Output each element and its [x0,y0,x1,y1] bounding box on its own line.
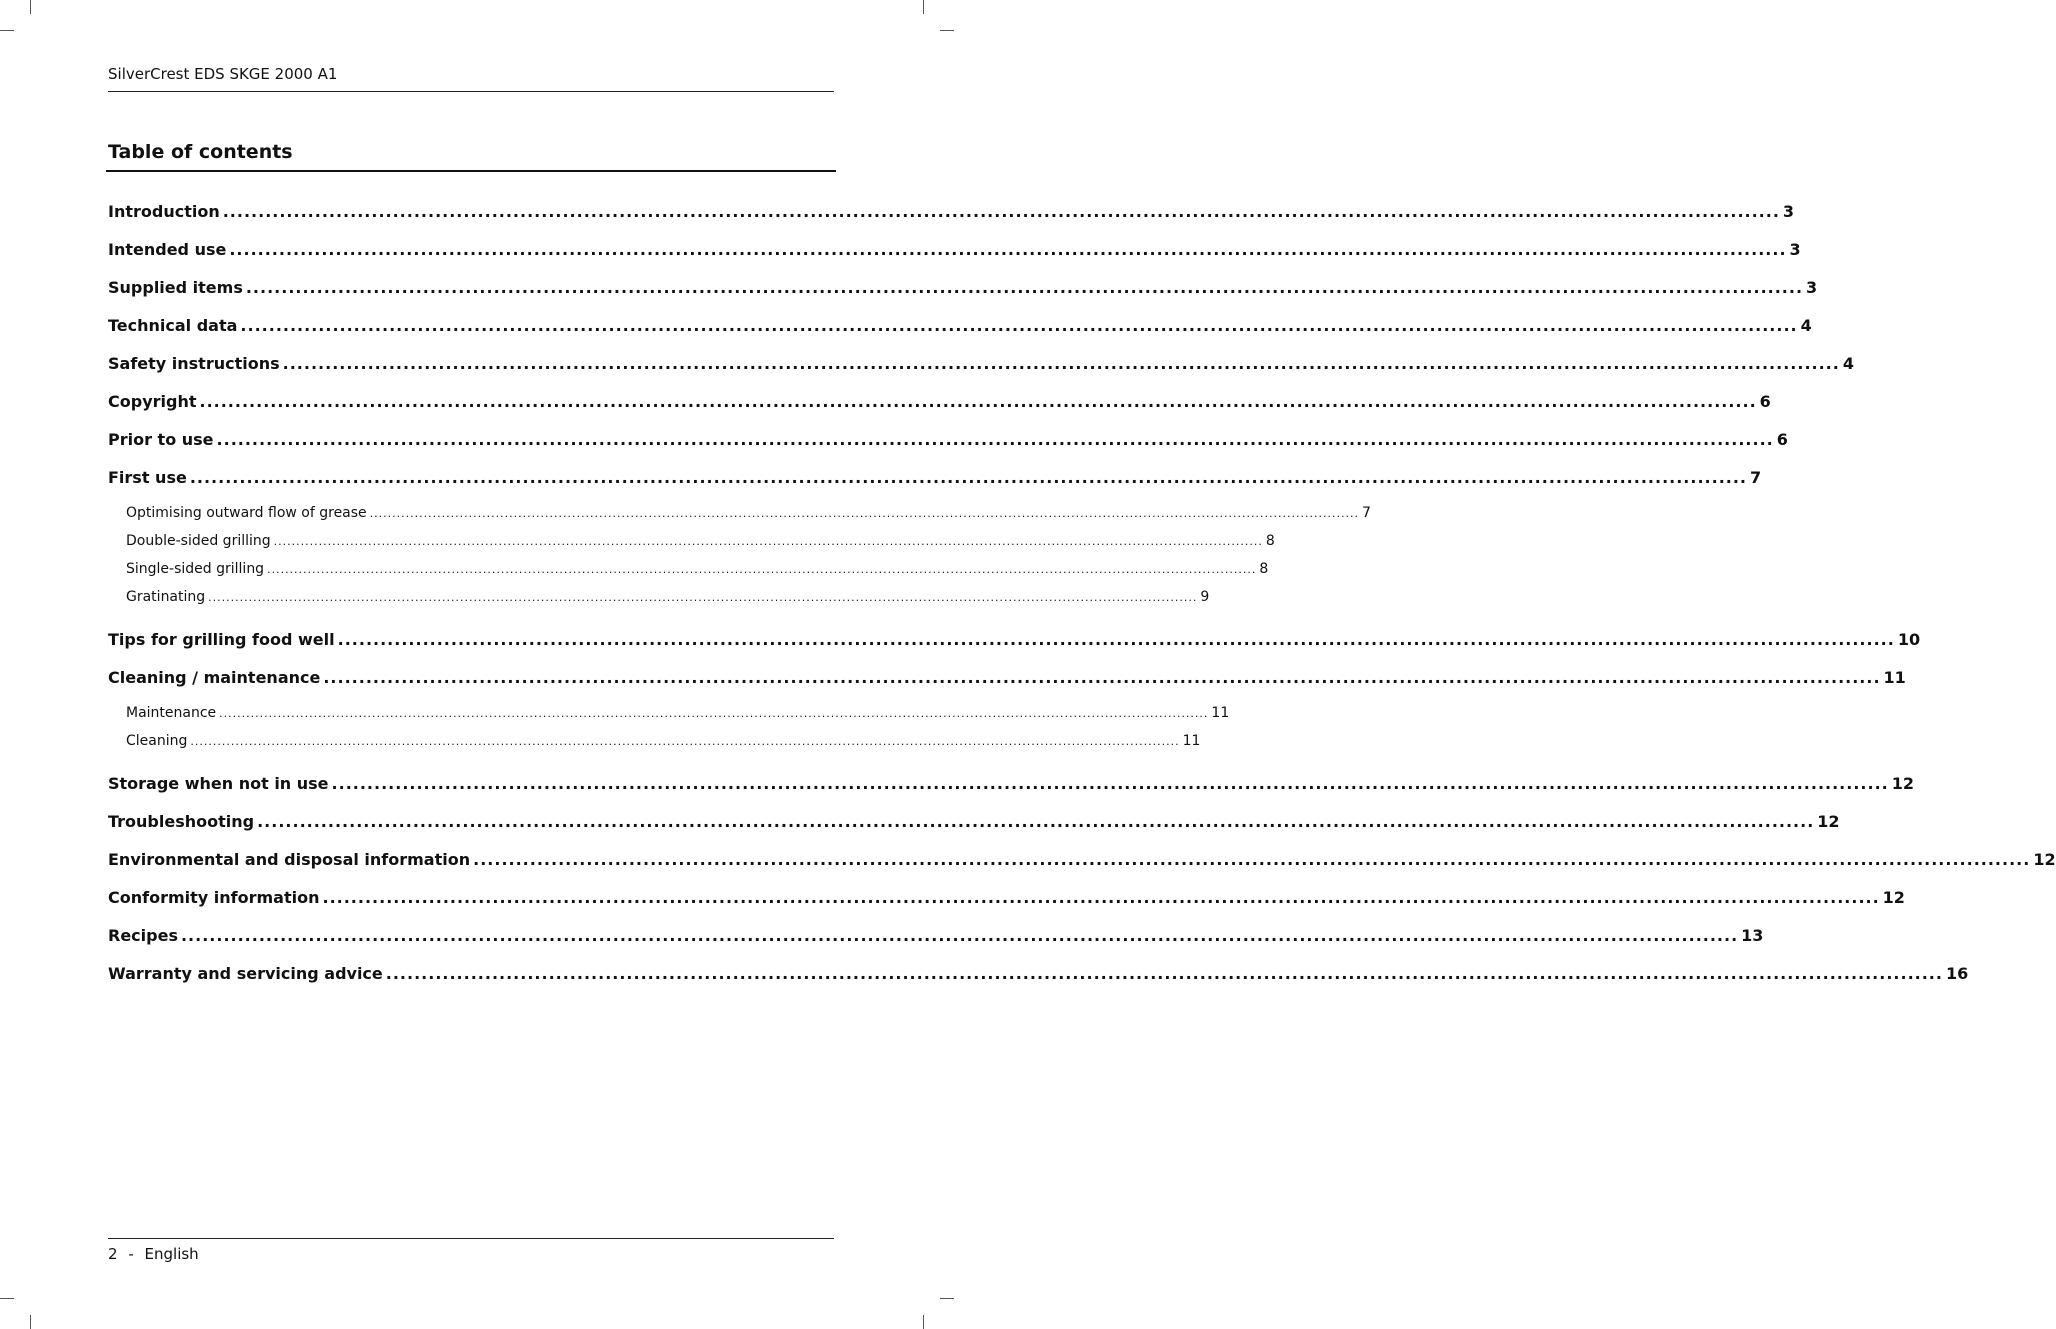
toc-entry-label: Maintenance [126,705,217,721]
toc-entry-page: 6 [1776,430,1788,449]
toc-subentry [126,503,1371,523]
crop-mark [0,1298,14,1299]
page-title: Table of contents [108,141,293,163]
toc-entry-label: Single-sided grilling [126,561,265,577]
toc-subentry [126,559,1269,579]
toc-subentry [126,587,1210,607]
crop-mark [940,30,954,31]
toc-entry-page: 7 [1361,505,1371,521]
toc-entry-label: Cleaning / maintenance [108,668,321,687]
toc-entry-page: 7 [1750,468,1762,487]
running-header: SilverCrest EDS SKGE 2000 A1 [108,65,338,83]
toc-entry-page: 3 [1806,278,1818,297]
crop-mark [30,0,31,14]
toc-entry [108,629,1921,651]
toc-entry [108,239,1801,261]
page-number: 2 [108,1245,118,1263]
toc-subentry [126,531,1275,551]
toc-entry-label: Storage when not in use [108,774,329,793]
toc-entry [108,849,2056,871]
crop-mark [923,0,924,14]
dot-leader: ............................................................................................................................................................................................................................ [222,202,1780,221]
toc-entry [108,811,1840,833]
toc-entry-page: 8 [1259,561,1269,577]
dot-leader: ............................................................................................................................................................................................................................ [369,507,1359,520]
toc-entry-page: 4 [1800,316,1812,335]
dot-leader: ............................................................................................................................................................................................................................ [219,707,1209,720]
toc-entry [108,887,1905,909]
dot-leader: ............................................................................................................................................................................................................................ [331,774,1889,793]
dot-leader: ............................................................................................................................................................................................................................ [257,812,1815,831]
footer-rule [108,1238,834,1239]
toc-entry-page: 10 [1897,630,1921,649]
toc-entry-label: Conformity information [108,888,320,907]
toc-entry-label: Double-sided grilling [126,533,271,549]
dot-leader: ............................................................................................................................................................................................................................ [282,354,1840,373]
toc-entry [108,667,1906,689]
toc-entry [108,315,1812,337]
dot-leader: ............................................................................................................................................................................................................................ [322,888,1880,907]
toc-entry [108,467,1762,489]
toc-entry-page: 11 [1182,733,1201,749]
dot-leader: ............................................................................................................................................................................................................................ [189,468,1747,487]
dot-leader: ............................................................................................................................................................................................................................ [180,926,1739,945]
crop-mark [940,1298,954,1299]
toc-entry-label: Cleaning [126,733,188,749]
toc-entry-label: First use [108,468,187,487]
toc-entry-label: Supplied items [108,278,243,297]
page-footer [108,1244,199,1264]
dot-leader: ............................................................................................................................................................................................................................ [385,964,1943,983]
toc-entry-label: Optimising outward flow of grease [126,505,367,521]
toc-entry-page: 13 [1741,926,1764,945]
dot-leader: ............................................................................................................................................................................................................................ [267,563,1257,576]
toc-entry-label: Environmental and disposal information [108,850,471,869]
crop-mark [923,1315,924,1329]
toc-entry-label: Safety instructions [108,354,280,373]
toc-entry-label: Prior to use [108,430,214,449]
toc-entry-page: 12 [1882,888,1905,907]
toc-entry-label: Intended use [108,240,227,259]
dot-leader: ............................................................................................................................................................................................................................ [208,591,1198,604]
toc-entry-label: Tips for grilling food well [108,630,335,649]
toc-entry-page: 12 [1817,812,1840,831]
toc-entry-page: 16 [1945,964,1969,983]
toc-entry-page: 9 [1200,589,1210,605]
toc-entry-page: 4 [1842,354,1854,373]
toc-entry [108,429,1788,451]
footer-separator: - [128,1245,134,1263]
toc-entry-label: Copyright [108,392,197,411]
dot-leader: ............................................................................................................................................................................................................................ [245,278,1804,297]
toc-entry-page: 8 [1265,533,1275,549]
toc-subentry [126,703,1230,723]
dot-leader: ............................................................................................................................................................................................................................ [229,240,1787,259]
toc-entry-page: 3 [1789,240,1801,259]
toc-entry-page: 11 [1883,668,1906,687]
crop-mark [30,1315,31,1329]
toc-entry-page: 12 [2033,850,2056,869]
toc-entry [108,925,1764,947]
toc-subentry [126,731,1201,751]
footer-language: English [144,1245,199,1263]
title-rule [106,170,836,172]
toc-entry-page: 11 [1211,705,1230,721]
dot-leader: ............................................................................................................................................................................................................................ [240,316,1798,335]
toc-entry-page: 12 [1891,774,1914,793]
dot-leader: ............................................................................................................................................................................................................................ [216,430,1774,449]
dot-leader: ............................................................................................................................................................................................................................ [273,535,1263,548]
toc-entry-label: Gratinating [126,589,206,605]
dot-leader: ............................................................................................................................................................................................................................ [323,668,1881,687]
toc-entry [108,773,1914,795]
dot-leader: ............................................................................................................................................................................................................................ [199,392,1757,411]
dot-leader: ............................................................................................................................................................................................................................ [190,735,1180,748]
toc-entry [108,201,1795,223]
toc-entry [108,353,1854,375]
dot-leader: ............................................................................................................................................................................................................................ [337,630,1895,649]
toc-entry-label: Warranty and servicing advice [108,964,383,983]
dot-leader: ............................................................................................................................................................................................................................ [473,850,2031,869]
toc-entry [108,963,1969,985]
toc-entry-label: Recipes [108,926,178,945]
toc-entry [108,277,1818,299]
toc-entry-label: Introduction [108,202,220,221]
toc-entry [108,391,1771,413]
toc-entry-page: 3 [1782,202,1795,221]
toc-entry-label: Technical data [108,316,238,335]
toc-entry-label: Troubleshooting [108,812,255,831]
toc-entry-page: 6 [1759,392,1771,411]
header-rule [108,91,834,92]
crop-mark [0,30,14,31]
